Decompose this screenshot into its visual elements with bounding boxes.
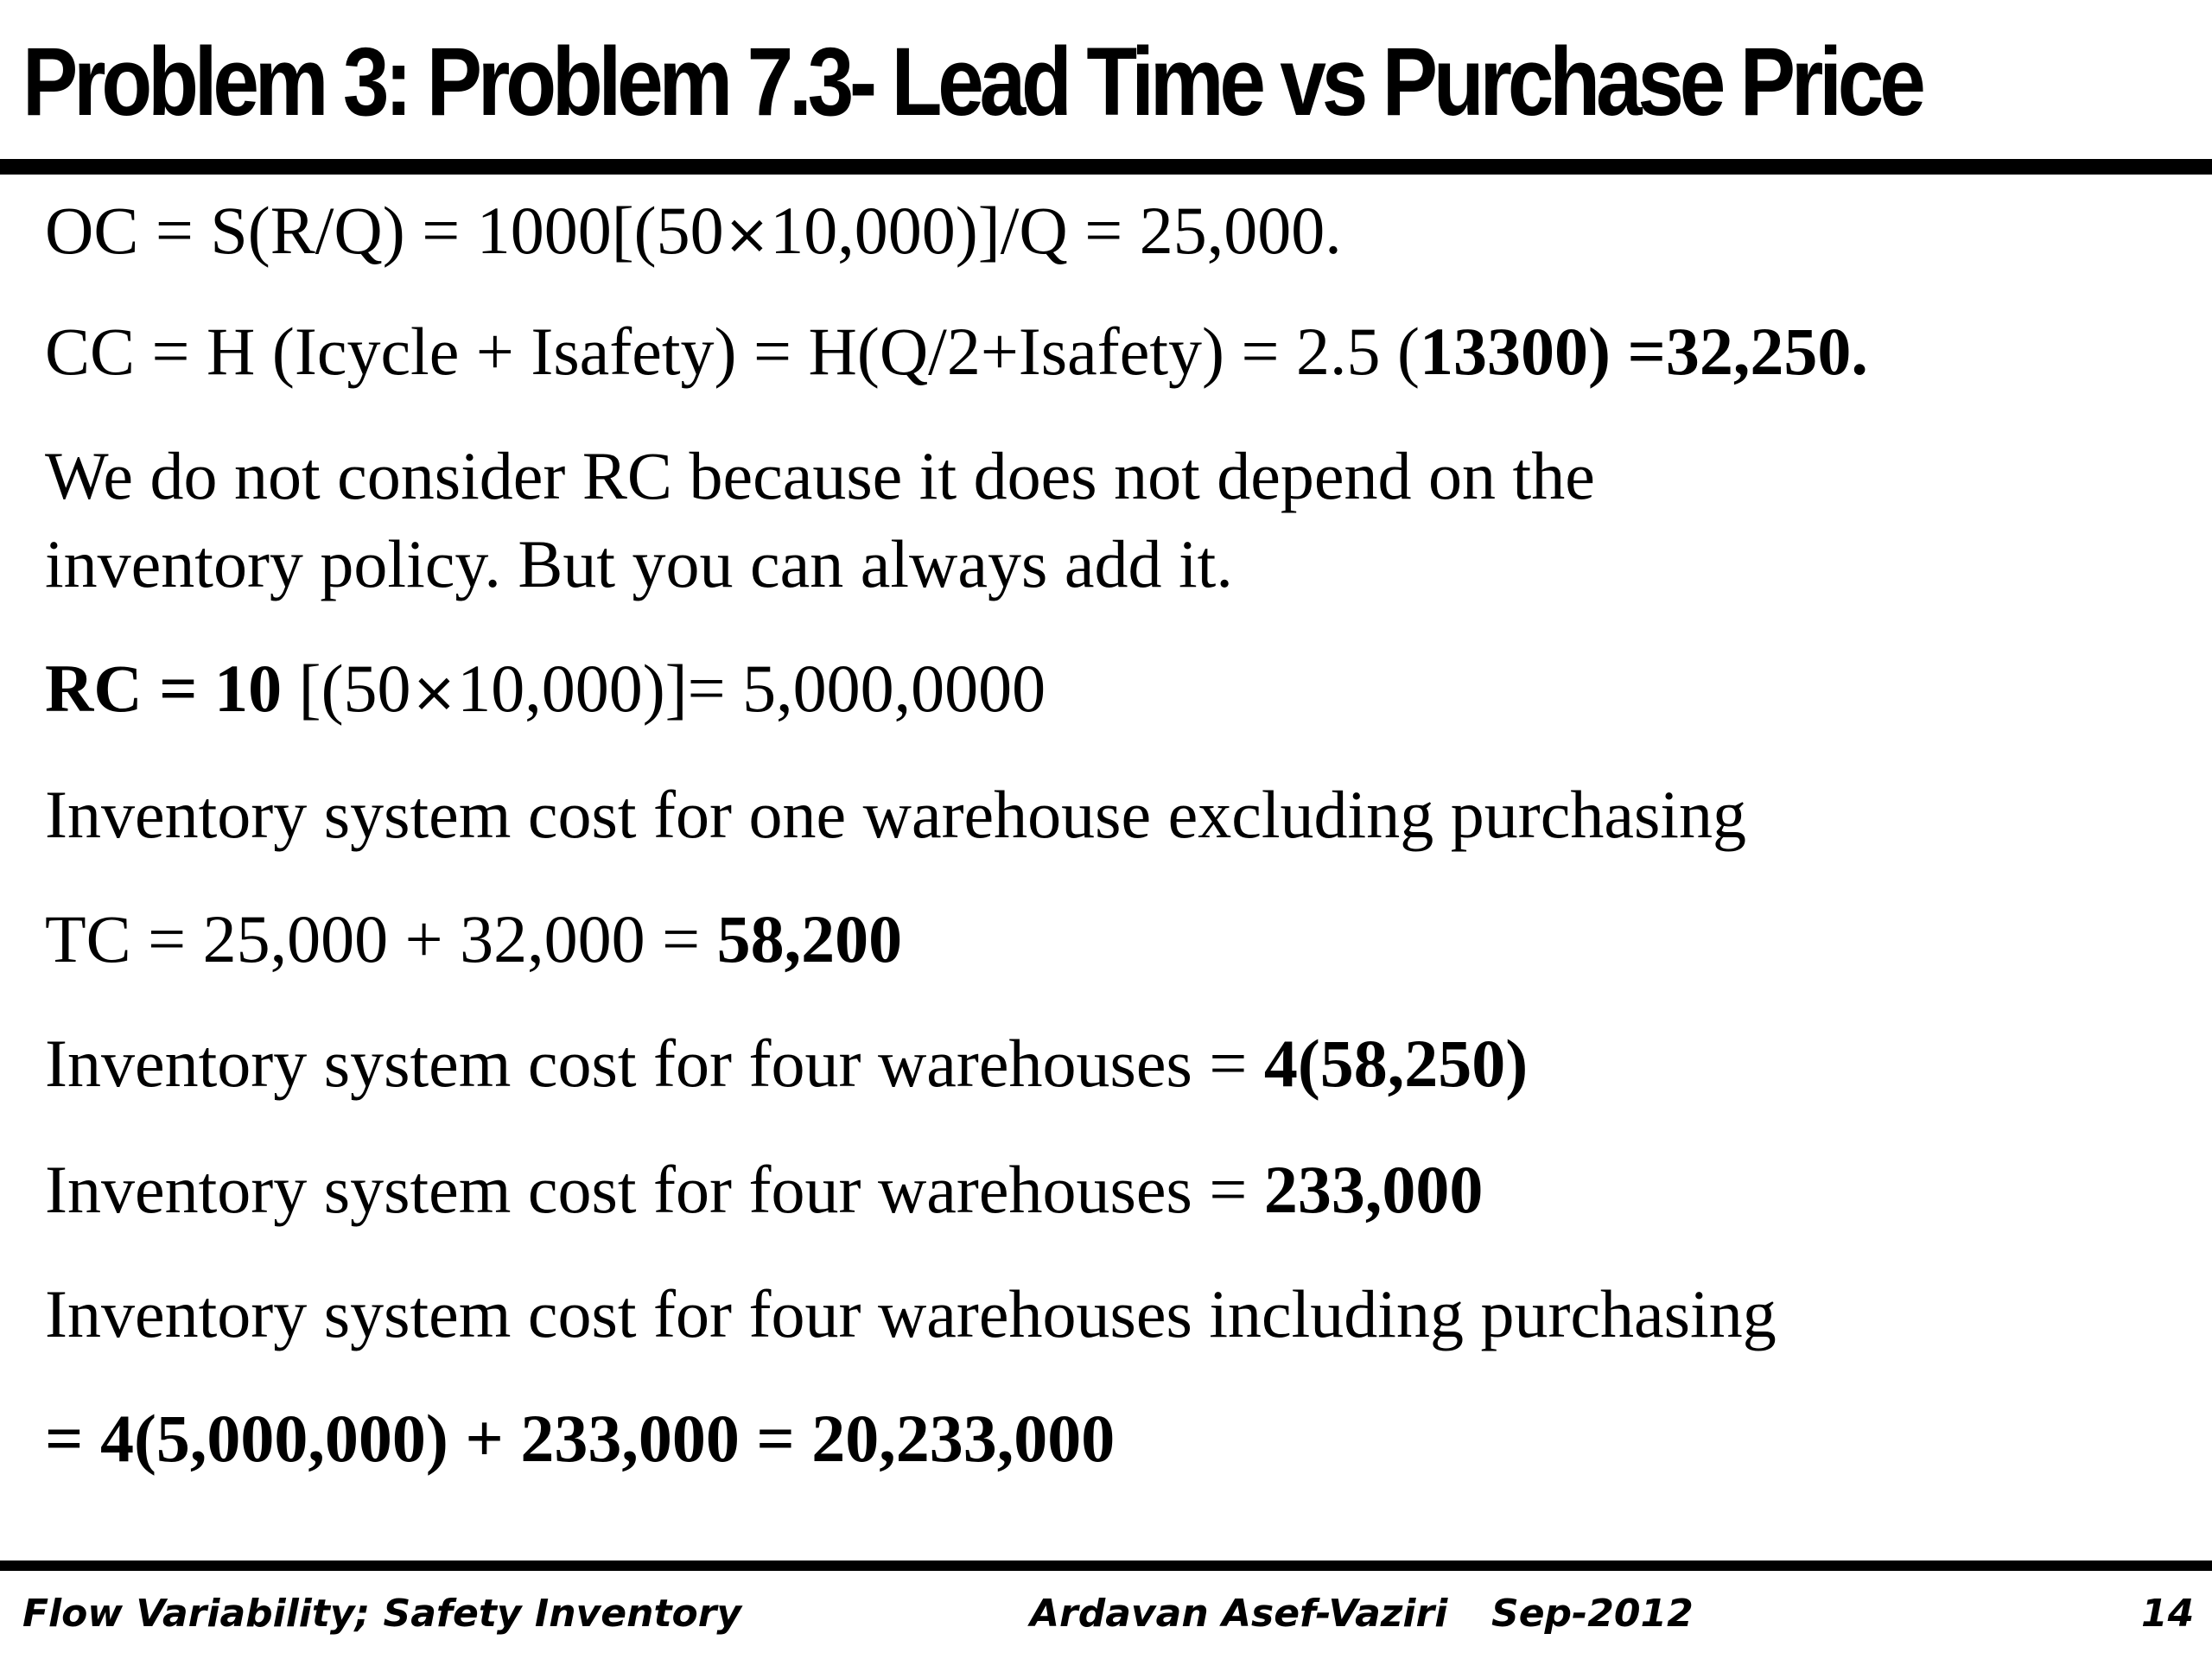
line-four-warehouses-2-text: Inventory system cost for four warehouses = (45, 1152, 1264, 1227)
line-total-cost-text: TC = 25,000 + 32,000 = (45, 901, 717, 976)
line-four-warehouses-2 (45, 1152, 1484, 1227)
line-rc-note-1: We do not consider RC because it does not depend on the (45, 438, 1595, 513)
line-carrying-cost (45, 314, 1868, 389)
line-rc-bold: RC = 10 (45, 651, 283, 726)
line-rc-text-a: [(50 (282, 651, 411, 726)
footer-course: Flow Variability; Safety Inventory (22, 1592, 742, 1636)
line-ordering-cost-text-b: 10,000)]/Q = 25,000. (770, 193, 1342, 268)
line-ordering-cost-text-a: OC = S(R/Q) = 1000[(50 (45, 193, 724, 268)
slide-title: Problem 3: Problem 7.3- Lead Time vs Purchase Price (22, 28, 1922, 136)
multiply-symbol: × (410, 661, 458, 725)
footer-page-number: 14 (2141, 1592, 2195, 1636)
footer-date: Sep-2012 (1491, 1592, 1694, 1636)
line-four-warehouses-1-bold: 4(58,250) (1263, 1026, 1529, 1101)
line-rc-text-b: 10,000)]= 5,000,0000 (457, 651, 1046, 726)
line-four-warehouses-2-bold: 233,000 (1263, 1152, 1484, 1227)
line-grand-total-bold: = 4(5,000,000) + 233,000 = 20,233,000 (45, 1401, 1116, 1476)
footer-author: Ardavan Asef-Vaziri (1030, 1592, 1448, 1636)
line-ordering-cost (45, 193, 1342, 268)
line-rc (45, 651, 1046, 726)
footer-divider (0, 1560, 2212, 1571)
title-divider (0, 159, 2212, 175)
line-four-warehouses-1 (45, 1026, 1529, 1101)
line-total-cost (45, 901, 903, 976)
line-four-warehouses-1-text: Inventory system cost for four warehouses = (45, 1026, 1264, 1101)
line-carrying-cost-text: CC = H (Icycle + Isafety) = H(Q/2+Isafety) = 2.5 ( (45, 314, 1420, 389)
line-carrying-cost-bold: 13300) =32,250. (1419, 314, 1868, 389)
line-rc-note-2: inventory policy. But you can always add it. (45, 526, 1233, 601)
line-one-warehouse: Inventory system cost for one warehouse excluding purchasing (45, 777, 1746, 852)
multiply-symbol: × (723, 203, 771, 267)
line-total-cost-bold: 58,200 (716, 901, 903, 976)
line-grand-total (45, 1401, 1116, 1476)
line-four-warehouses-purchasing: Inventory system cost for four warehouses including purchasing (45, 1276, 1777, 1351)
